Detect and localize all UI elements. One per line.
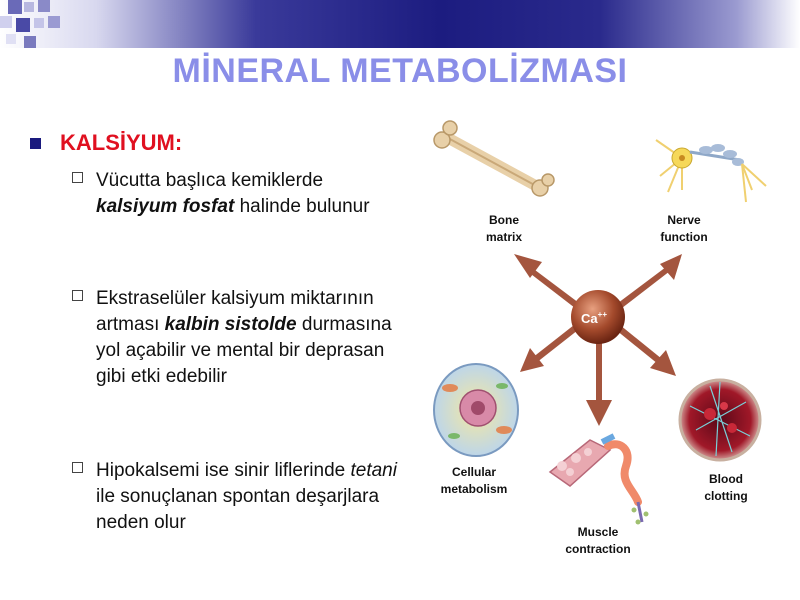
- decor-square: [8, 0, 22, 14]
- decor-square: [0, 16, 12, 28]
- arrow-to-cellular: [520, 325, 578, 372]
- decor-square: [38, 0, 50, 12]
- bone-matrix-label-2: matrix: [485, 230, 523, 244]
- decor-square: [48, 16, 60, 28]
- bone-matrix-label-1: Bone: [489, 213, 519, 227]
- bullet-text: [96, 286, 406, 390]
- text-segment: Ekstraselüler kalsiyum miktarının artması: [96, 288, 374, 335]
- text-segment: Vücutta başlıca kemiklerde: [96, 170, 324, 191]
- decor-square: [24, 36, 36, 48]
- calcium-functions-diagram: [420, 110, 800, 570]
- arrow-to-nerve: [618, 254, 682, 308]
- header-gradient-bar: [0, 0, 800, 48]
- text-segment: ile sonuçlanan spontan deşarjlara neden olur: [96, 486, 380, 533]
- arrow-to-muscle: [586, 340, 612, 426]
- square-bullet-icon: [30, 138, 41, 149]
- decor-square: [24, 2, 34, 12]
- text-segment-emphasis: tetani: [350, 460, 397, 481]
- text-segment: halinde bulunur: [234, 196, 370, 217]
- arrow-to-blood: [616, 325, 676, 376]
- slide-title: MİNERAL METABOLİZMASI: [172, 52, 628, 90]
- text-segment-emphasis: kalbin sistolde: [164, 314, 297, 335]
- bullet-text: [96, 168, 406, 220]
- subtitle: KALSİYUM:: [60, 130, 183, 155]
- hollow-square-bullet-icon: [72, 290, 83, 301]
- blood-clotting-label-2: clotting: [704, 489, 748, 503]
- calcium-ion-node: [571, 290, 625, 344]
- decor-square: [16, 18, 30, 32]
- blood-clotting-label-1: Blood: [709, 472, 743, 486]
- hollow-square-bullet-icon: [72, 172, 83, 183]
- hollow-square-bullet-icon: [72, 462, 83, 473]
- calcium-label: Ca: [581, 311, 598, 326]
- bone-icon: [434, 121, 554, 196]
- muscle-fiber-icon: [550, 436, 649, 525]
- muscle-contraction-label-1: Muscle: [577, 525, 619, 539]
- nerve-function-label-2: function: [660, 230, 708, 244]
- decor-square: [34, 18, 44, 28]
- decor-square: [6, 34, 16, 44]
- arrow-to-bone: [514, 254, 579, 308]
- text-segment: durmasına yol açabilir ve mental bir deprasan gibi etki edebilir: [96, 314, 392, 387]
- nerve-function-label-1: Nerve: [667, 213, 701, 227]
- cell-icon: [434, 364, 518, 456]
- cellular-metabolism-label-1: Cellular: [451, 465, 497, 479]
- cellular-metabolism-label-2: metabolism: [440, 482, 508, 496]
- text-segment-emphasis: kalsiyum fosfat: [96, 196, 235, 217]
- bullet-text: [96, 458, 406, 536]
- nerve-cell-icon: [656, 140, 766, 202]
- calcium-charge: ++: [597, 310, 607, 319]
- blood-clot-icon: [680, 380, 760, 460]
- text-segment: Hipokalsemi ise sinir liflerinde: [96, 460, 351, 481]
- muscle-contraction-label-2: contraction: [565, 542, 631, 556]
